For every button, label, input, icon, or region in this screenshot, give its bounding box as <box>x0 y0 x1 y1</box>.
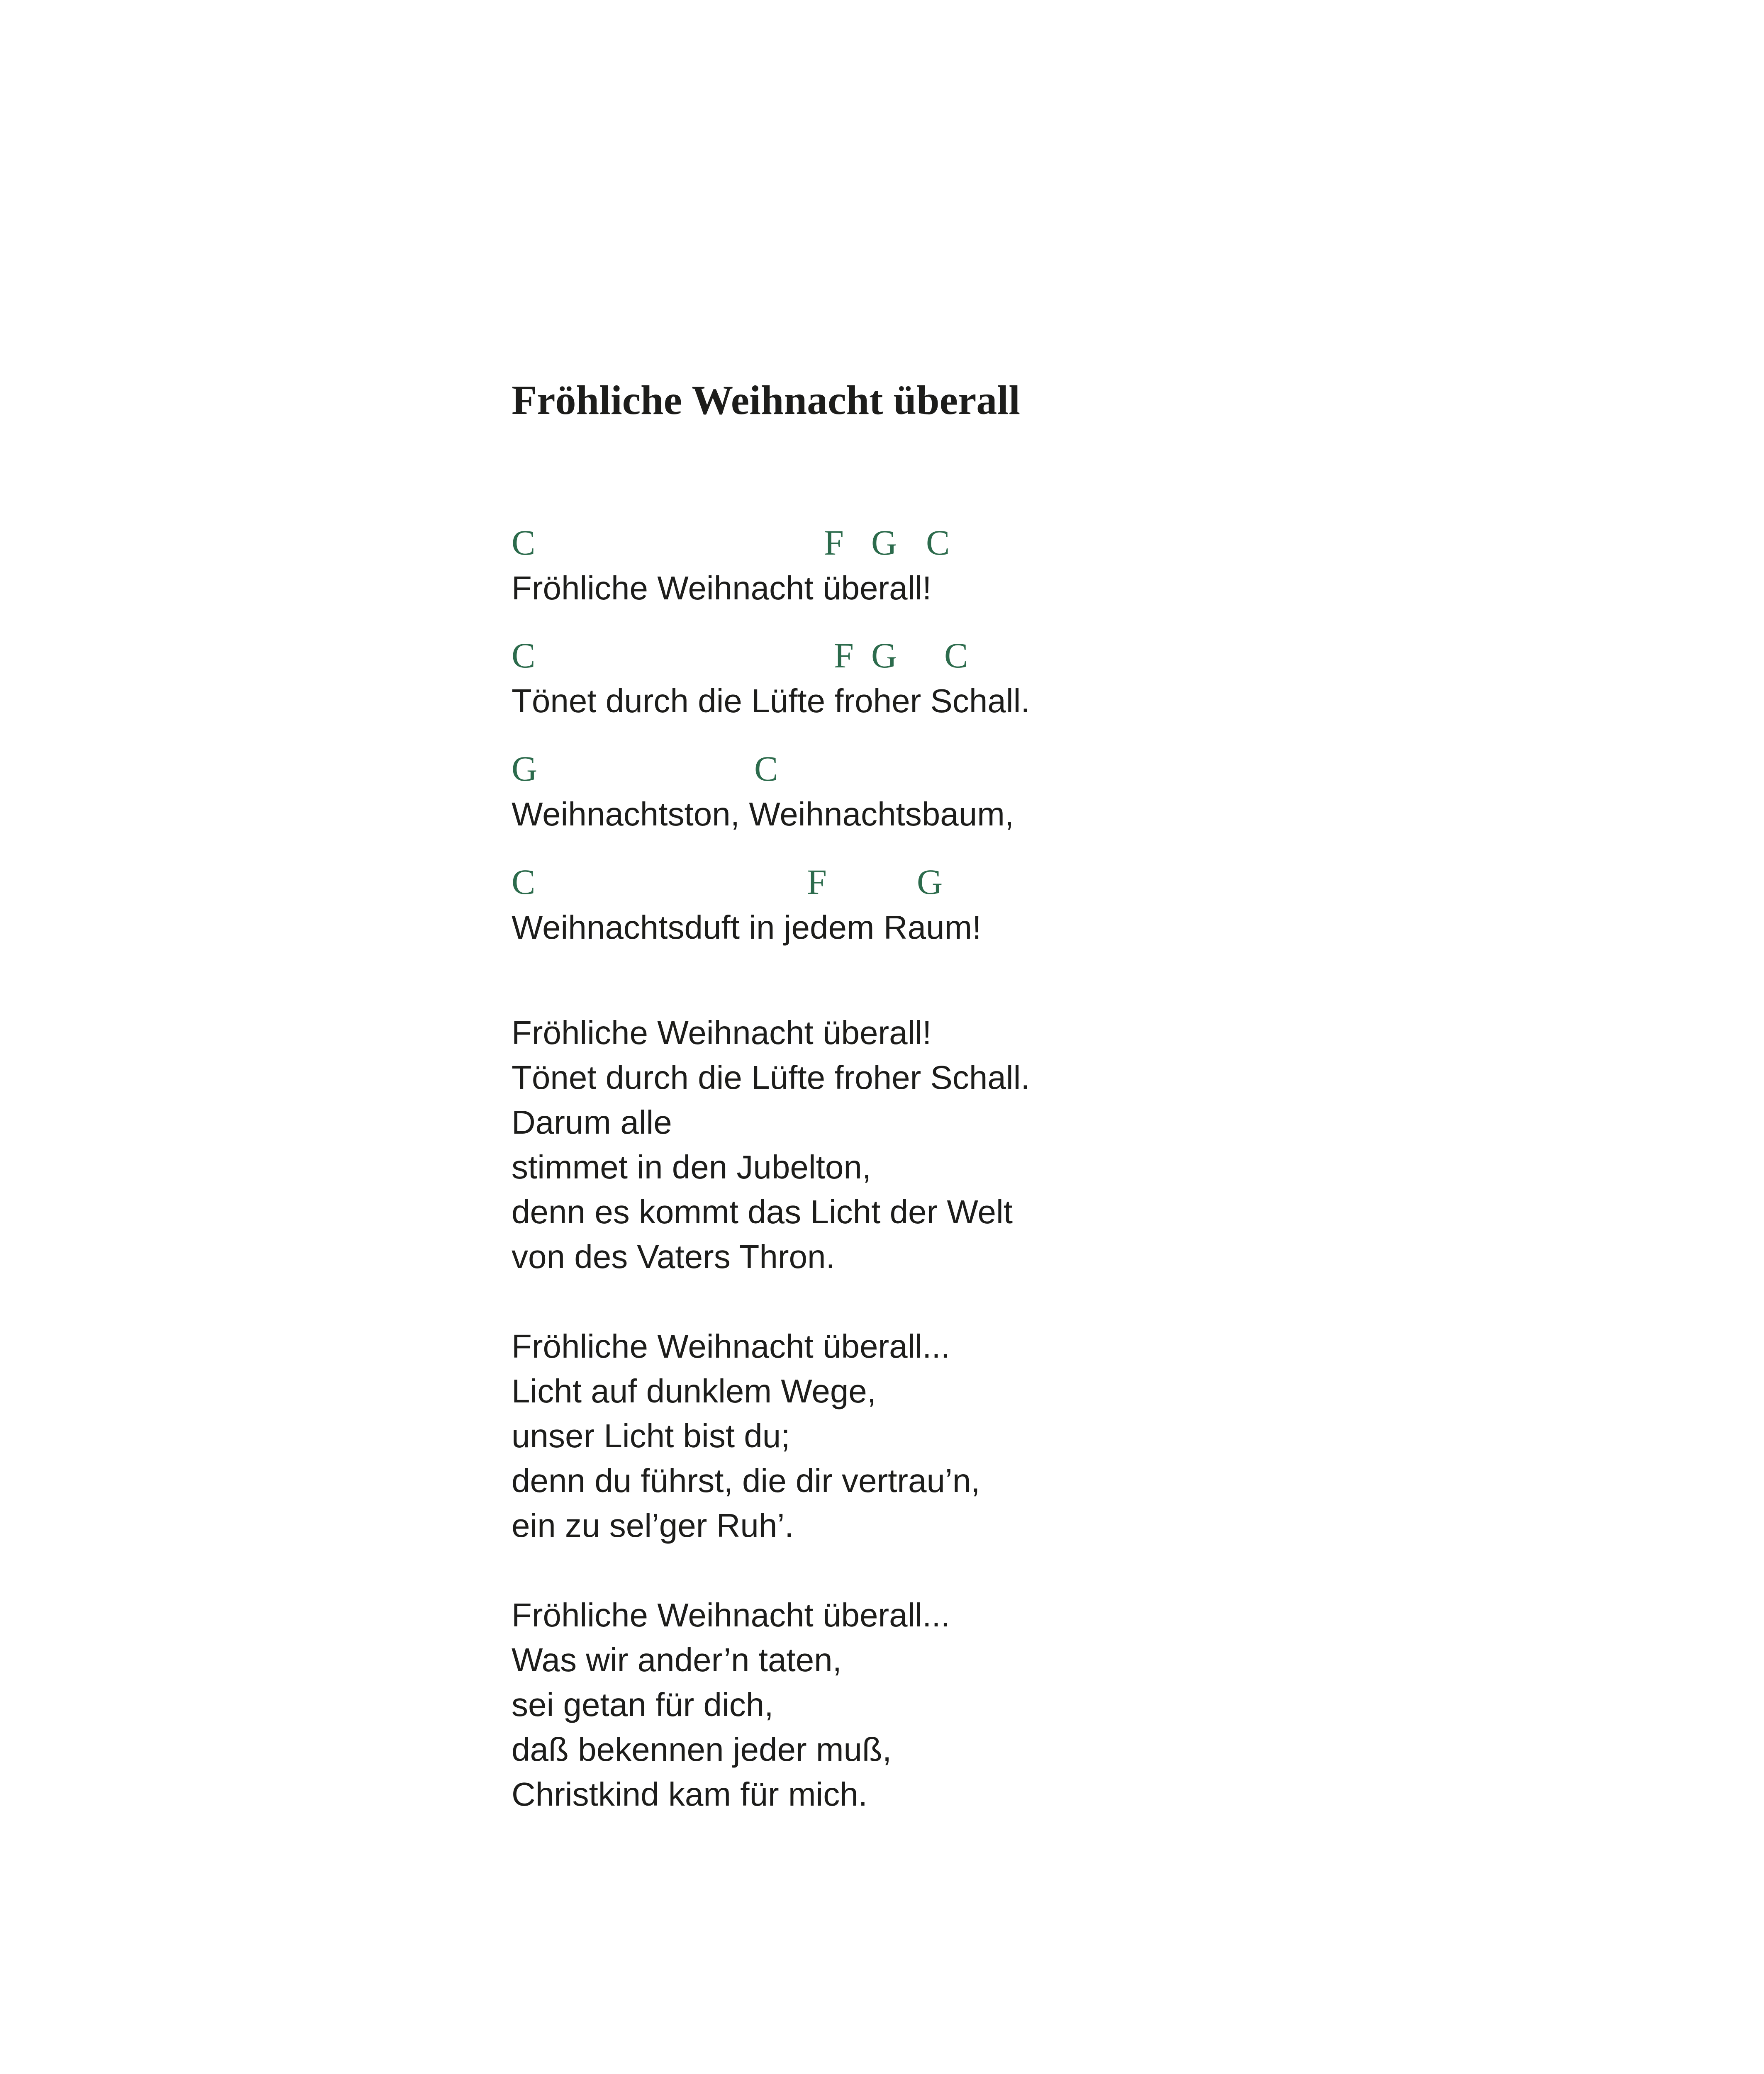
stanza-line: Darum alle <box>512 1104 672 1141</box>
stanza-line: Fröhliche Weihnacht überall... <box>512 1597 950 1633</box>
chord: C <box>512 862 536 902</box>
lyric-line: Weihnachtston, Weihnachtsbaum, <box>512 796 1014 833</box>
song-title: Fröhliche Weihnacht überall <box>512 377 1020 423</box>
chord: G <box>871 635 897 675</box>
chord: F <box>807 862 827 902</box>
stanza-line: denn es kommt das Licht der Welt <box>512 1193 1013 1230</box>
stanza-line: Was wir ander’n taten, <box>512 1641 842 1678</box>
stanza-line: ein zu sel’ger Ruh’. <box>512 1507 794 1544</box>
stanza-line: Fröhliche Weihnacht überall! <box>512 1014 932 1051</box>
chord: F <box>834 635 854 675</box>
chord: F <box>824 523 844 562</box>
chord: G <box>512 749 538 789</box>
lyric-line: Weihnachtsduft in jedem Raum! <box>512 909 982 946</box>
chord-row-1 <box>0 525 1764 566</box>
stanza-line: unser Licht bist du; <box>512 1417 790 1454</box>
lyric-line: Tönet durch die Lüfte froher Schall. <box>512 682 1030 719</box>
chord: G <box>917 862 943 902</box>
stanza-line: denn du führst, die dir vertrau’n, <box>512 1462 980 1499</box>
chord: C <box>512 523 536 562</box>
chord-row-3 <box>0 751 1764 792</box>
stanza-line: Licht auf dunklem Wege, <box>512 1373 877 1409</box>
chord: G <box>871 523 897 562</box>
chord-row-2 <box>0 635 1764 679</box>
stanza-line: Christkind kam für mich. <box>512 1776 867 1813</box>
chord: C <box>754 749 778 789</box>
chord: C <box>512 635 536 675</box>
stanza-line: Tönet durch die Lüfte froher Schall. <box>512 1059 1030 1096</box>
stanza-line: stimmet in den Jubelton, <box>512 1149 872 1185</box>
lyric-line: Fröhliche Weihnacht überall! <box>512 570 932 606</box>
stanza-line: Fröhliche Weihnacht überall... <box>512 1328 950 1365</box>
stanza-line: sei getan für dich, <box>512 1686 774 1723</box>
stanza-line: daß bekennen jeder muß, <box>512 1731 892 1768</box>
chord-row-4 <box>0 864 1764 906</box>
chord: C <box>926 523 950 562</box>
stanza-line: von des Vaters Thron. <box>512 1238 835 1275</box>
chord: C <box>944 635 968 675</box>
